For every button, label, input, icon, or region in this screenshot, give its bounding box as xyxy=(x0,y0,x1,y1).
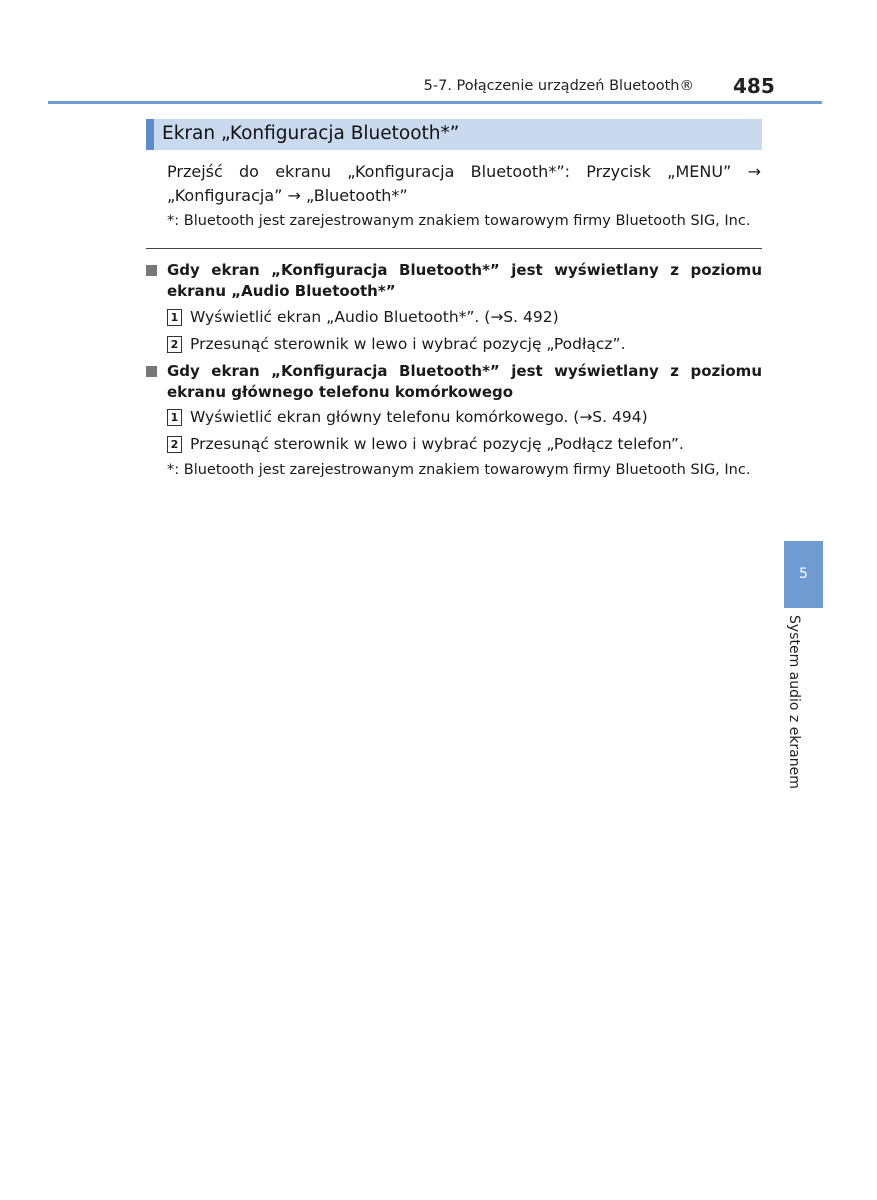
square-bullet-icon xyxy=(146,265,157,276)
step-text: Przesunąć sterownik w lewo i wybrać pozycję „Podłącz telefon”. xyxy=(190,435,684,453)
step-text: Wyświetlić ekran „Audio Bluetooth*”. (→S. 492) xyxy=(190,308,559,326)
bullet-block-audio xyxy=(146,260,762,302)
step-number-icon: 2 xyxy=(167,336,182,353)
page-number: 485 xyxy=(733,74,775,98)
bullet-block-phone xyxy=(146,361,762,403)
header-section-ref: 5-7. Połączenie urządzeń Bluetooth® xyxy=(423,78,694,94)
step-item xyxy=(167,308,559,326)
chapter-number: 5 xyxy=(799,566,808,582)
step-text: Wyświetlić ekran główny telefonu komórkowego. (→S. 494) xyxy=(190,408,648,426)
step-item xyxy=(167,335,626,353)
section-divider xyxy=(146,248,762,249)
square-bullet-icon xyxy=(146,366,157,377)
header-divider xyxy=(48,101,822,104)
section-title-accent xyxy=(146,119,154,150)
step-text: Przesunąć sterownik w lewo i wybrać pozycję „Podłącz”. xyxy=(190,335,626,353)
section-title-bar xyxy=(146,119,762,150)
step-number-icon: 2 xyxy=(167,436,182,453)
section-intro: Przejść do ekranu „Konfiguracja Bluetooth*”: Przycisk „MENU” → „Konfiguracja” → „Bluetooth*” xyxy=(167,162,761,205)
footnote-top: *: Bluetooth jest zarejestrowanym znakiem towarowym firmy Bluetooth SIG, Inc. xyxy=(167,213,751,229)
bullet-heading: Gdy ekran „Konfiguracja Bluetooth*” jest wyświetlany z poziomu ekranu „Audio Bluetooth*” xyxy=(167,261,762,300)
step-item xyxy=(167,435,684,453)
footnote-bottom: *: Bluetooth jest zarejestrowanym znakiem towarowym firmy Bluetooth SIG, Inc. xyxy=(167,462,751,478)
step-number-icon: 1 xyxy=(167,309,182,326)
step-item xyxy=(167,408,648,426)
chapter-label: System audio z ekranem xyxy=(786,615,802,789)
section-title: Ekran „Konfiguracja Bluetooth*” xyxy=(162,123,460,144)
bullet-heading: Gdy ekran „Konfiguracja Bluetooth*” jest wyświetlany z poziomu ekranu głównego telefonu komórkowego xyxy=(167,362,762,401)
step-number-icon: 1 xyxy=(167,409,182,426)
